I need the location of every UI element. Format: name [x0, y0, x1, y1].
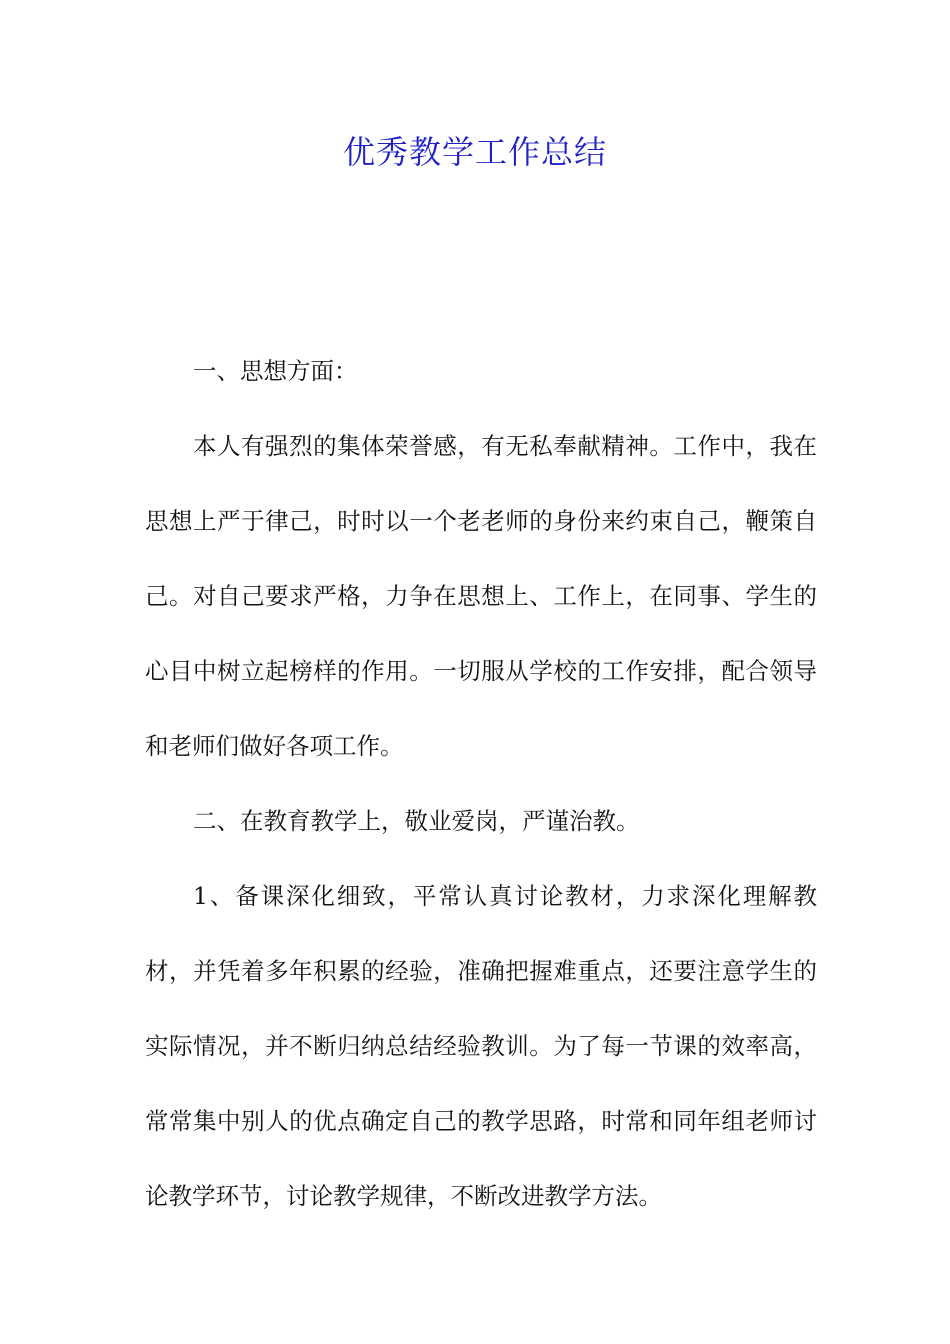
section-heading-teaching: 二、在教育教学上，敬业爱岗，严谨治教。 [193, 807, 640, 835]
document-title: 优秀教学工作总结 [342, 133, 607, 171]
document-body [145, 334, 817, 1234]
paragraph-thought: 本人有强烈的集体荣誉感，有无私奉献精神。工作中，我在思想上严于律己，时时以一个老老师的身份来约束自己，鞭策自己。对自己要求严格，力争在思想上、工作上，在同事、学生的心目中树立起榜样的作用。一切服从学校的工作安排，配合领导和老师们做好各项工作。 [145, 432, 817, 760]
paragraph-lesson-prep: 1、备课深化细致，平常认真讨论教材，力求深化理解教材，并凭着多年积累的经验，准确把握难重点，还要注意学生的实际情况，并不断归纳总结经验教训。为了每一节课的效率高，常常集中别人的优点确定自己的教学思路，时常和同年组老师讨论教学环节，讨论教学规律，不断改进教学方法。 [145, 882, 817, 1210]
section-heading-thought: 一、思想方面： [193, 357, 358, 385]
